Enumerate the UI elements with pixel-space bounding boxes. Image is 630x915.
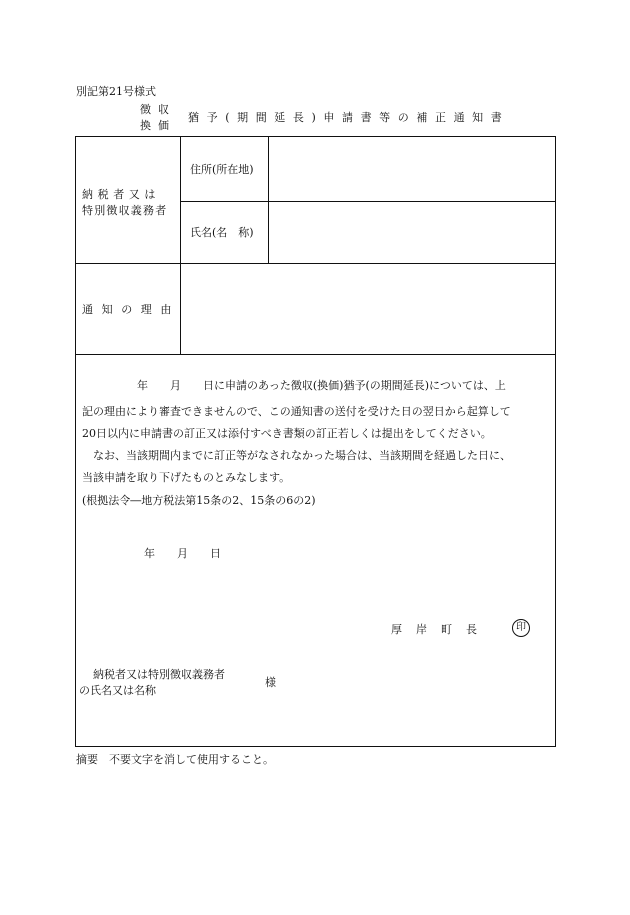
taxpayer-label-line1: 納税者又は (82, 188, 160, 201)
taxpayer-label-line2: 特別徴収義務者 (82, 204, 168, 217)
address-label: 住所(所在地) (190, 163, 254, 176)
row-divider-taxpayer (181, 201, 556, 202)
title-prefix-upper: 徴収 (140, 103, 176, 116)
body-line-2: 記の理由により審査できませんので、この通知書の送付を受けた日の翌日から起算して (82, 405, 511, 418)
issue-date: 年 月 日 (144, 547, 221, 560)
body-line-3: 20日以内に申請書の訂正又は添付すべき書類の訂正若しくは提出をしてください。 (82, 427, 492, 440)
recipient-label-line1: 納税者又は特別徴収義務者 (93, 668, 225, 681)
row-divider-reason-bottom (75, 354, 556, 355)
recipient-honorific: 様 (265, 676, 276, 689)
form-number: 別記第21号様式 (76, 85, 156, 98)
seal-icon: 印 (512, 619, 530, 637)
name-label: 氏名(名 称) (190, 226, 254, 239)
body-line-5: 当該申請を取り下げたものとみなします。 (82, 471, 291, 484)
body-line-4: なお、当該期間内までに訂正等がなされなかった場合は、当該期間を経過した日に、 (82, 449, 511, 462)
document-title: 猶予(期間延長)申請書等の補正通知書 (188, 111, 510, 124)
reason-label: 通知の理由 (82, 303, 180, 316)
col-divider-subfield (268, 136, 269, 263)
title-prefix-lower: 換価 (140, 119, 176, 132)
issuer-name: 厚岸町長 (391, 623, 491, 636)
body-line-1: 年 月 日に申請のあった徴収(換価)猶予(の期間延長)については、上 (82, 379, 506, 392)
form-frame (75, 136, 556, 747)
row-divider-reason-top (75, 263, 556, 264)
recipient-label-line2: の氏名又は名称 (79, 684, 156, 697)
legal-basis: (根拠法令―地方税法第15条の2、15条の6の2) (82, 494, 316, 507)
col-divider-label (180, 136, 181, 354)
remark-note: 摘要 不要文字を消して使用すること。 (76, 753, 274, 766)
